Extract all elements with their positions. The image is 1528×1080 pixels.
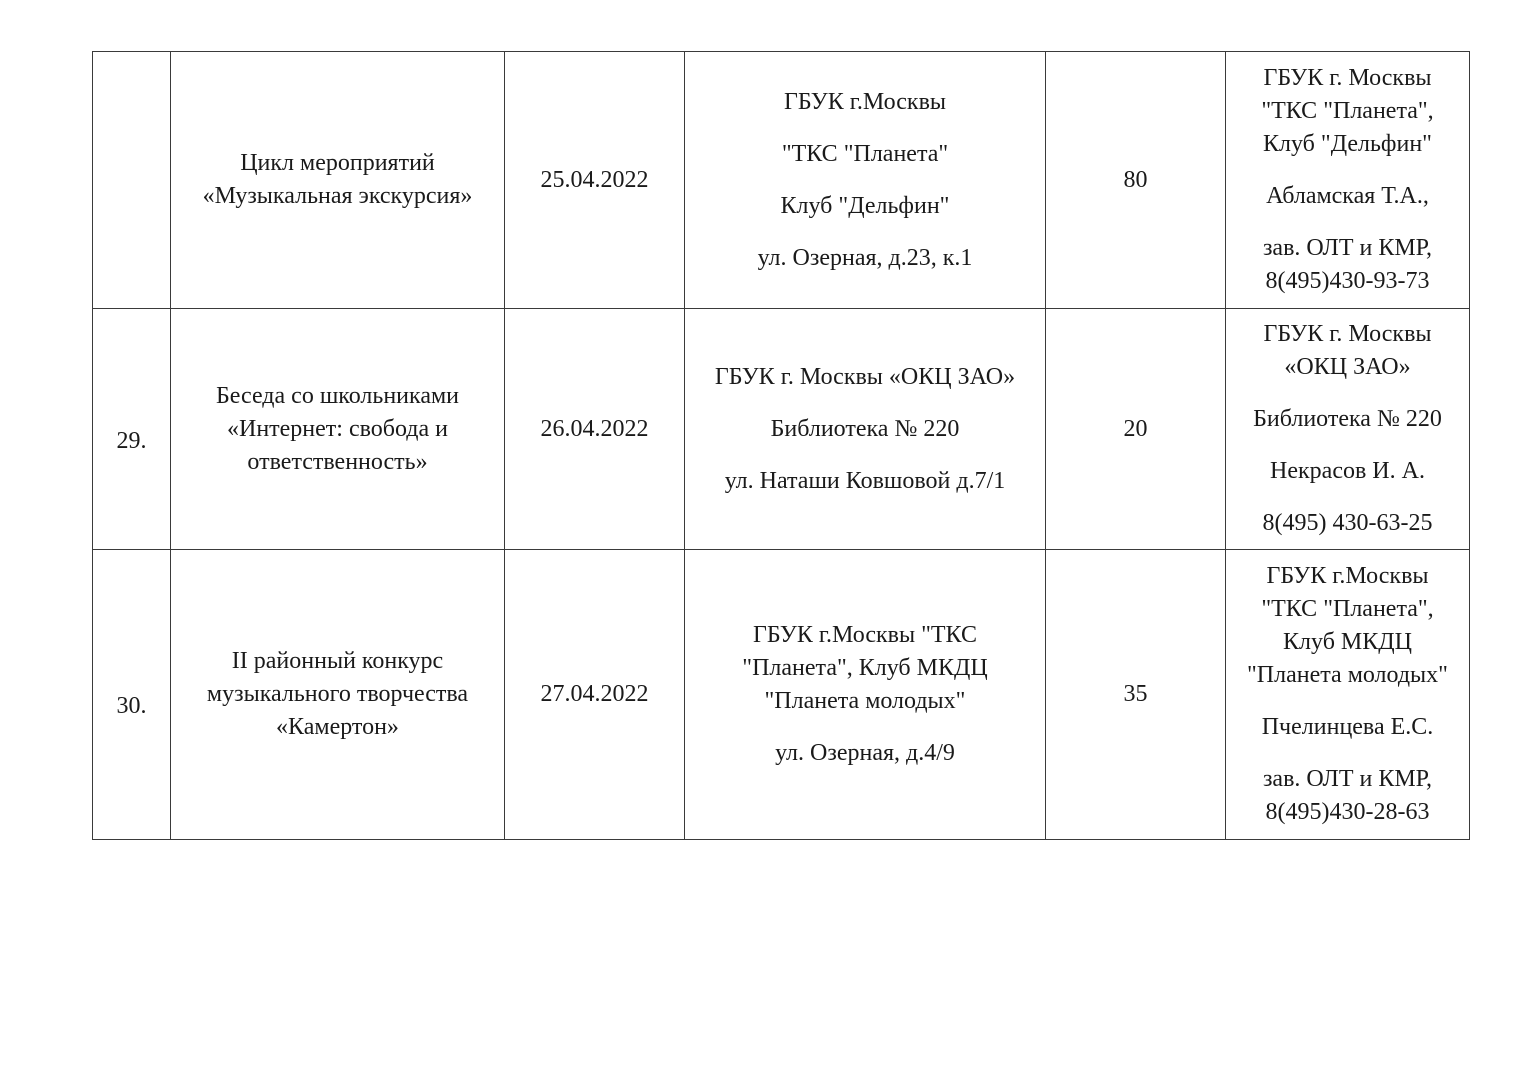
responsible-line: 8(495)430-93-73 [1265,268,1430,294]
responsible-line: Пчелинцева Е.С. [1261,714,1434,740]
event-line: II районный конкурс [231,648,444,674]
responsible-line: "ТКС "Планета", [1261,98,1434,124]
event-line: ответственность» [247,448,428,475]
event-line: Беседа со школьниками [215,382,460,409]
row-number-cell [93,52,171,309]
venue-line: Клуб "Дельфин" [780,192,950,219]
participants-cell [1046,550,1226,840]
event-line: «Интернет: свобода и [226,415,448,442]
event-date: 25.04.2022 [540,166,649,193]
responsible-line: Библиотека № 220 [1253,406,1442,432]
venue-line: ГБУК г.Москвы [783,88,947,115]
responsible-cell [1226,550,1470,840]
event-cell [171,550,505,840]
responsible-line: ГБУК г.Москвы [1266,563,1429,589]
responsible-line: "ТКС "Планета", [1261,596,1434,622]
row-number: 29. [116,427,147,454]
event-line: «Камертон» [276,714,399,740]
venue-line: ГБУК г. Москвы «ОКЦ ЗАО» [714,363,1016,390]
venue-line: ул. Озерная, д.23, к.1 [757,244,973,271]
venue-cell [685,550,1046,840]
venue-line: "ТКС "Планета" [781,140,949,167]
participants-cell [1046,52,1226,309]
venue-line: ул. Озерная, д.4/9 [775,740,955,766]
table-row [93,309,1470,550]
responsible-line: ГБУК г. Москвы [1263,65,1432,91]
participants-count: 35 [1123,681,1148,707]
event-line: Цикл мероприятий [240,150,435,176]
responsible-line: Клуб МКДЦ [1283,629,1412,655]
venue-line: ГБУК г.Москвы "ТКС [753,622,977,648]
venue-line: ул. Наташи Ковшовой д.7/1 [724,467,1006,494]
event-line: музыкального творчества [206,681,469,707]
event-date: 26.04.2022 [540,415,649,442]
row-number: 30. [116,693,147,719]
responsible-line: Клуб "Дельфин" [1263,131,1432,157]
date-cell [505,309,685,550]
venue-line: Библиотека № 220 [770,415,960,442]
responsible-line: Некрасов И. А. [1270,458,1425,484]
event-date: 27.04.2022 [540,681,649,707]
row-number-cell [93,309,171,550]
responsible-line: 8(495)430-28-63 [1265,799,1430,825]
responsible-cell [1226,52,1470,309]
table-row [93,52,1470,309]
venue-cell [685,52,1046,309]
responsible-line: "Планета молодых" [1247,662,1448,688]
responsible-line: ГБУК г. Москвы [1263,321,1432,347]
responsible-cell [1226,309,1470,550]
row-number-cell [93,550,171,840]
venue-line: "Планета молодых" [764,688,966,714]
date-cell [505,550,685,840]
event-line: «Музыкальная экскурсия» [202,183,473,209]
responsible-line: «ОКЦ ЗАО» [1284,354,1411,380]
responsible-line: зав. ОЛТ и КМР, [1262,235,1433,261]
participants-count: 80 [1123,166,1148,193]
date-cell [505,52,685,309]
responsible-line: зав. ОЛТ и КМР, [1262,766,1433,792]
participants-cell [1046,309,1226,550]
venue-cell [685,309,1046,550]
responsible-line: 8(495) 430-63-25 [1262,510,1433,536]
responsible-line: Абламская Т.А., [1266,183,1429,209]
venue-line: "Планета", Клуб МКДЦ [742,655,988,681]
participants-count: 20 [1123,415,1148,442]
event-cell [171,52,505,309]
event-cell [171,309,505,550]
events-table [92,51,1470,840]
table-row [93,550,1470,840]
